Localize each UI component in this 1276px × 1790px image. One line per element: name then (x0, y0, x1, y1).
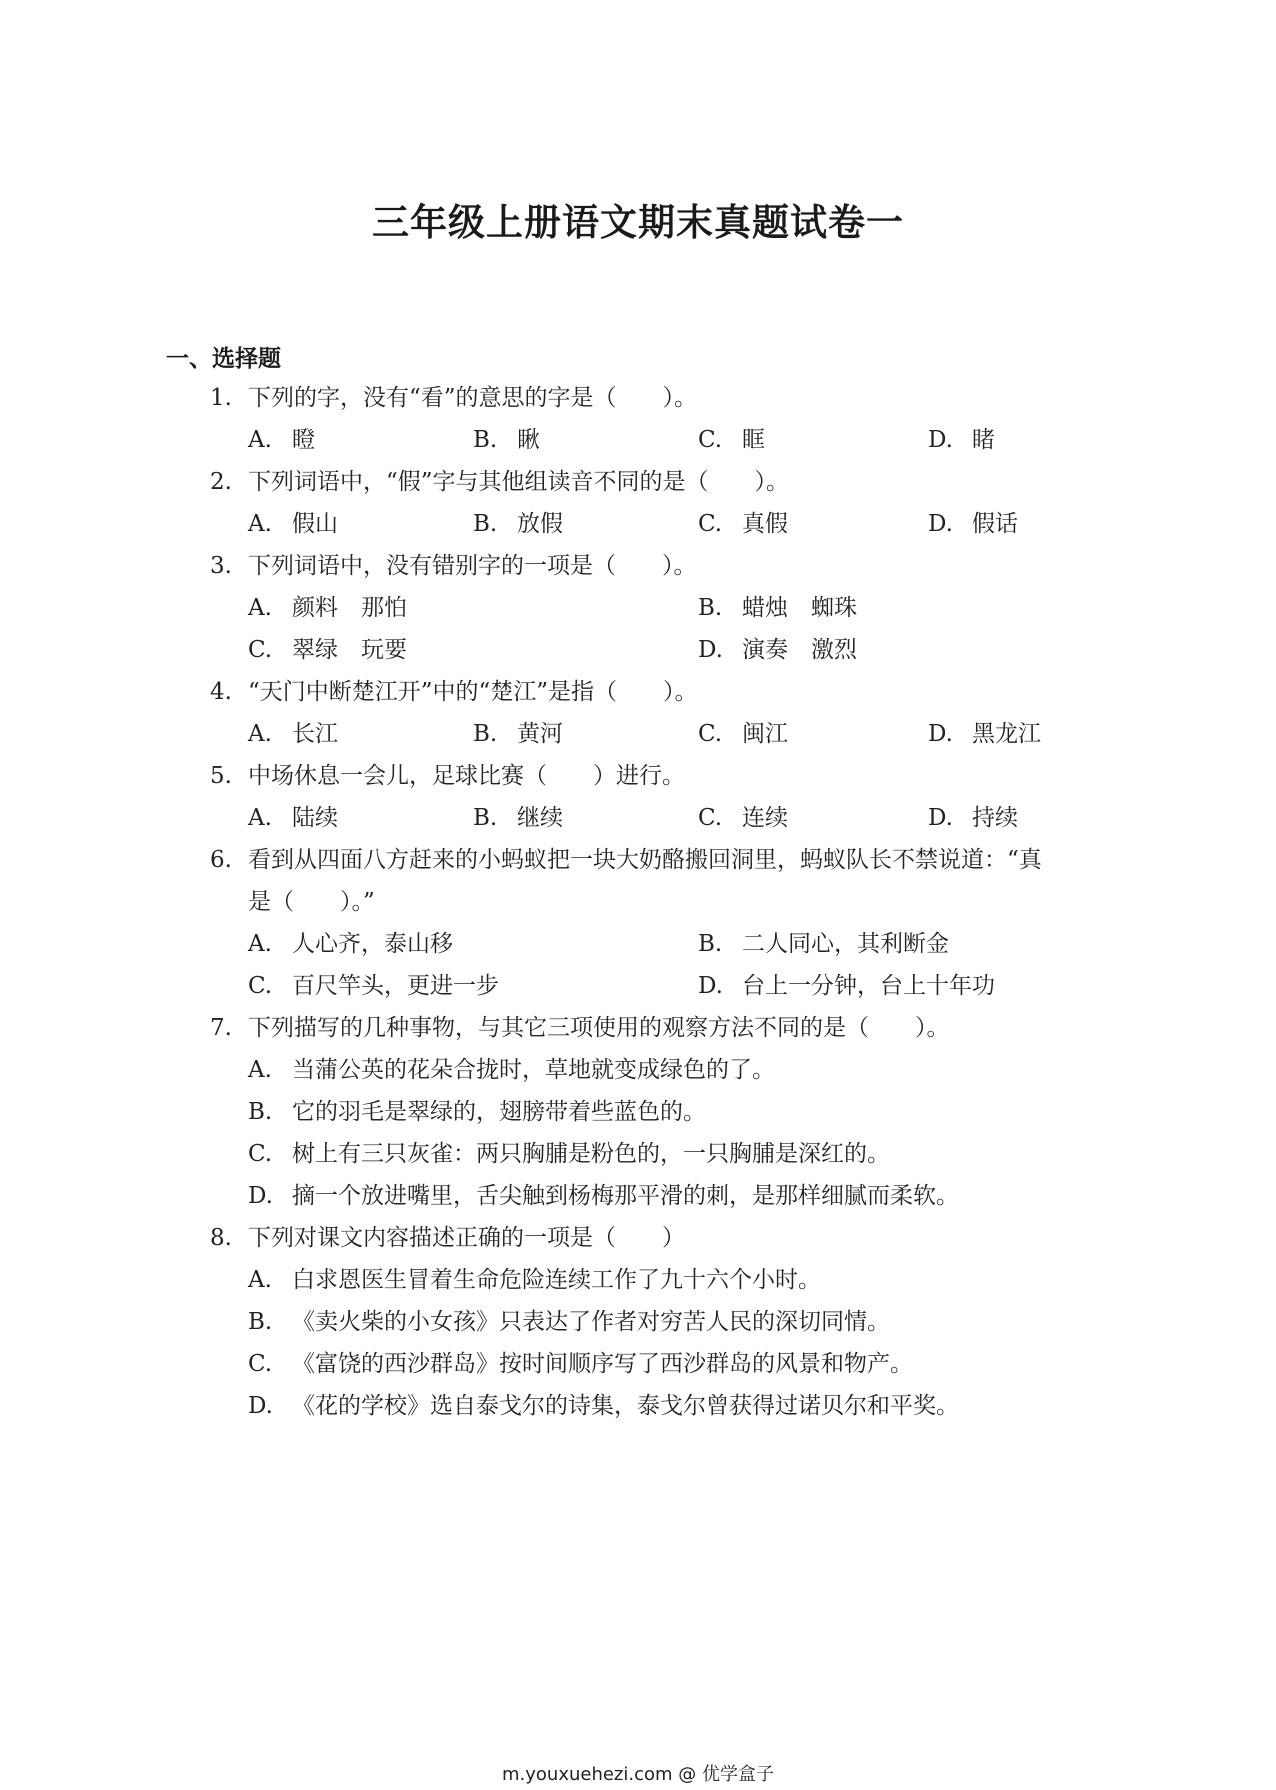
question-stem-line (210, 755, 1130, 797)
options-row (210, 629, 1130, 671)
option-text: 眶 (742, 427, 765, 453)
options-row (210, 965, 1130, 1007)
question-1 (210, 377, 1130, 461)
question-stem: “天门中断楚江开”中的“楚江”是指（ ）。 (248, 679, 698, 705)
option-d (698, 965, 995, 1007)
option-letter: D. (928, 805, 953, 831)
option-letter: D. (928, 721, 953, 747)
options-row (210, 503, 1130, 545)
option-text: 当蒲公英的花朵合拢时，草地就变成绿色的了。 (292, 1057, 775, 1083)
question-stem: 看到从四面八方赶来的小蚂蚁把一块大奶酪搬回洞里，蚂蚁队长不禁说道：“真 (248, 847, 1042, 873)
option-b (698, 587, 857, 629)
option-letter: C. (698, 427, 723, 453)
question-stem: 是（ ）。” (248, 889, 375, 915)
option-b (473, 713, 563, 755)
question-stem-line (210, 545, 1130, 587)
option-b (698, 923, 949, 965)
option-text: 树上有三只灰雀：两只胸脯是粉色的，一只胸脯是深红的。 (292, 1141, 890, 1167)
option-a (248, 923, 453, 965)
options-row (210, 713, 1130, 755)
section-heading: 一、选择题 (166, 346, 281, 372)
options-row (210, 587, 1130, 629)
question-number: 8. (210, 1225, 232, 1251)
question-4 (210, 671, 1130, 755)
question-3 (210, 545, 1130, 671)
question-stem-line (210, 461, 1130, 503)
option-text: 《卖火柴的小女孩》只表达了作者对穷苦人民的深切同情。 (292, 1309, 890, 1335)
option-letter: D. (928, 427, 953, 453)
option-letter: D. (698, 973, 723, 999)
option-letter: B. (473, 721, 498, 747)
option-letter: C. (248, 1351, 273, 1377)
options-row (210, 1049, 1130, 1091)
option-text: 陆续 (292, 805, 338, 831)
option-b (473, 797, 563, 839)
option-a (248, 797, 338, 839)
question-stem-line (210, 1217, 1130, 1259)
question-stem-line (210, 1007, 1130, 1049)
question-number: 6. (210, 847, 232, 873)
question-number: 5. (210, 763, 232, 789)
option-text: 闽江 (742, 721, 788, 747)
question-number: 2. (210, 469, 232, 495)
option-c (698, 713, 788, 755)
options-row (210, 1175, 1130, 1217)
option-b (248, 1301, 890, 1343)
option-letter: A. (248, 595, 272, 621)
option-a (248, 419, 315, 461)
option-d (698, 629, 857, 671)
option-text: 颜料 那怕 (292, 595, 407, 621)
option-a (248, 587, 407, 629)
option-a (248, 1049, 775, 1091)
option-text: 人心齐，泰山移 (292, 931, 453, 957)
options-row (210, 1091, 1130, 1133)
option-c (248, 965, 499, 1007)
option-text: 瞅 (517, 427, 540, 453)
options-row (210, 923, 1130, 965)
option-text: 翠绿 玩要 (292, 637, 407, 663)
question-stem: 下列对课文内容描述正确的一项是（ ） (248, 1225, 685, 1251)
option-text: 二人同心，其利断金 (742, 931, 949, 957)
option-letter: A. (248, 931, 272, 957)
option-letter: C. (248, 1141, 273, 1167)
question-stem-line (210, 881, 1130, 923)
footer-watermark: m.youxuehezi.com @ 优学盒子 (501, 1764, 774, 1785)
option-b (248, 1091, 706, 1133)
option-text: 瞪 (292, 427, 315, 453)
option-d (248, 1385, 959, 1427)
question-number: 1. (210, 385, 232, 411)
option-letter: D. (928, 511, 953, 537)
option-text: 台上一分钟，台上十年功 (742, 973, 995, 999)
question-6 (210, 839, 1130, 1007)
options-row (210, 1301, 1130, 1343)
option-b (473, 503, 563, 545)
option-d (928, 713, 1041, 755)
option-letter: C. (698, 805, 723, 831)
option-letter: A. (248, 511, 272, 537)
question-2 (210, 461, 1130, 545)
option-text: 《富饶的西沙群岛》按时间顺序写了西沙群岛的风景和物产。 (292, 1351, 913, 1377)
option-d (928, 503, 1018, 545)
option-letter: B. (248, 1099, 273, 1125)
option-text: 它的羽毛是翠绿的，翅膀带着些蓝色的。 (292, 1099, 706, 1125)
option-text: 连续 (742, 805, 788, 831)
option-c (248, 1133, 890, 1175)
option-c (698, 419, 765, 461)
question-number: 3. (210, 553, 232, 579)
page-title: 三年级上册语文期末真题试卷一 (372, 201, 904, 244)
question-stem: 下列描写的几种事物，与其它三项使用的观察方法不同的是（ ）。 (248, 1015, 950, 1041)
option-letter: D. (248, 1393, 273, 1419)
option-letter: A. (248, 1057, 272, 1083)
option-text: 摘一个放进嘴里，舌尖触到杨梅那平滑的刺，是那样细腻而柔软。 (292, 1183, 959, 1209)
options-row (210, 1133, 1130, 1175)
option-d (248, 1175, 959, 1217)
option-text: 真假 (742, 511, 788, 537)
question-8 (210, 1217, 1130, 1427)
option-text: 假山 (292, 511, 338, 537)
option-c (248, 629, 407, 671)
question-stem-line (210, 377, 1130, 419)
question-stem-line (210, 671, 1130, 713)
options-row (210, 1385, 1130, 1427)
option-c (698, 797, 788, 839)
option-letter: B. (698, 931, 723, 957)
option-a (248, 713, 338, 755)
option-text: 蜡烛 蜘珠 (742, 595, 857, 621)
option-text: 白求恩医生冒着生命危险连续工作了九十六个小时。 (292, 1267, 821, 1293)
options-row (210, 797, 1130, 839)
option-text: 假话 (972, 511, 1018, 537)
option-a (248, 503, 338, 545)
option-c (248, 1343, 913, 1385)
option-b (473, 419, 540, 461)
question-stem: 下列的字，没有“看”的意思的字是（ ）。 (248, 385, 698, 411)
question-list (210, 377, 1130, 1427)
option-text: 睹 (972, 427, 995, 453)
option-text: 演奏 激烈 (742, 637, 857, 663)
option-letter: B. (248, 1309, 273, 1335)
option-text: 《花的学校》选自泰戈尔的诗集，泰戈尔曾获得过诺贝尔和平奖。 (292, 1393, 959, 1419)
option-text: 长江 (292, 721, 338, 747)
option-text: 放假 (517, 511, 563, 537)
option-text: 黄河 (517, 721, 563, 747)
option-letter: B. (698, 595, 723, 621)
option-letter: D. (698, 637, 723, 663)
option-text: 继续 (517, 805, 563, 831)
question-stem: 中场休息一会儿，足球比赛（ ）进行。 (248, 763, 685, 789)
question-number: 4. (210, 679, 232, 705)
option-d (928, 797, 1018, 839)
option-letter: A. (248, 805, 272, 831)
option-letter: A. (248, 1267, 272, 1293)
options-row (210, 419, 1130, 461)
option-c (698, 503, 788, 545)
option-letter: C. (698, 721, 723, 747)
option-letter: C. (698, 511, 723, 537)
question-5 (210, 755, 1130, 839)
option-letter: B. (473, 427, 498, 453)
question-7 (210, 1007, 1130, 1217)
question-number: 7. (210, 1015, 232, 1041)
option-letter: D. (248, 1183, 273, 1209)
option-text: 黑龙江 (972, 721, 1041, 747)
option-letter: A. (248, 427, 272, 453)
option-letter: B. (473, 511, 498, 537)
question-stem: 下列词语中，“假”字与其他组读音不同的是（ ）。 (248, 469, 790, 495)
option-text: 百尺竿头，更进一步 (292, 973, 499, 999)
option-letter: A. (248, 721, 272, 747)
option-letter: B. (473, 805, 498, 831)
option-text: 持续 (972, 805, 1018, 831)
question-stem-line (210, 839, 1130, 881)
option-a (248, 1259, 821, 1301)
option-d (928, 419, 995, 461)
options-row (210, 1343, 1130, 1385)
option-letter: C. (248, 973, 273, 999)
question-stem: 下列词语中，没有错别字的一项是（ ）。 (248, 553, 697, 579)
options-row (210, 1259, 1130, 1301)
option-letter: C. (248, 637, 273, 663)
